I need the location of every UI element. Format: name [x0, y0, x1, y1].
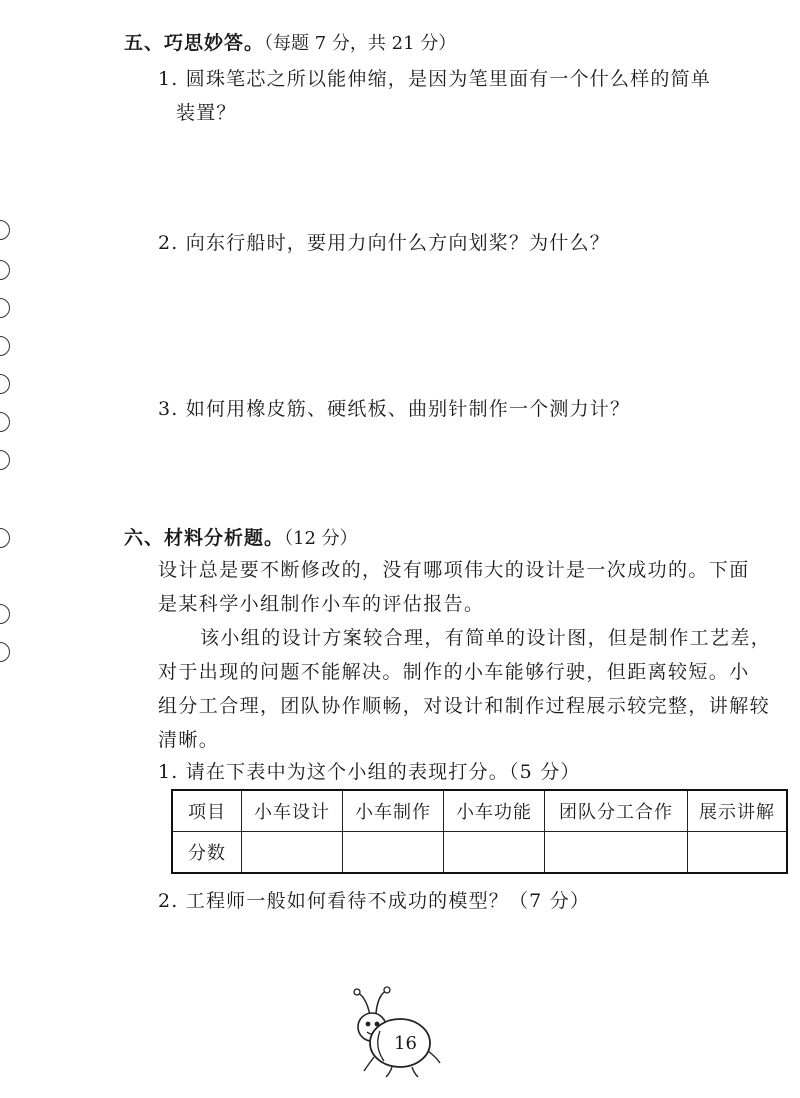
table-row-label: 分数 [172, 832, 242, 874]
section6-report-line4: 清晰。 [158, 729, 220, 751]
score-cell-design[interactable] [242, 832, 343, 874]
table-header-cell: 项目 [172, 790, 242, 832]
margin-mark [0, 642, 10, 662]
score-cell-build[interactable] [343, 832, 444, 874]
section6-heading [124, 523, 358, 550]
section6-report-line2: 对于出现的问题不能解决。制作的小车能够行驶，但距离较短。小 [158, 661, 750, 683]
section5-q2: 2. 向东行船时，要用力向什么方向划桨？为什么？ [158, 232, 610, 254]
margin-mark [0, 412, 10, 432]
score-cell-presentation[interactable] [688, 832, 788, 874]
score-cell-teamwork[interactable] [545, 832, 688, 874]
margin-mark [0, 260, 10, 280]
margin-mark [0, 604, 10, 624]
margin-mark [0, 528, 10, 548]
section6-points: （12 分） [284, 528, 358, 549]
table-header-cell: 小车功能 [444, 790, 545, 832]
score-table [171, 789, 788, 874]
table-header-cell: 展示讲解 [688, 790, 788, 832]
section6-report-line1: 该小组的设计方案较合理，有简单的设计图，但是制作工艺差， [200, 627, 772, 649]
score-cell-function[interactable] [444, 832, 545, 874]
section6-intro-line1: 设计总是要不断修改的，没有哪项伟大的设计是一次成功的。下面 [158, 559, 750, 581]
section6-report-line3: 组分工合理，团队协作顺畅，对设计和制作过程展示较完整，讲解较 [158, 695, 771, 717]
margin-mark [0, 450, 10, 470]
section5-heading [124, 28, 456, 55]
table-header-cell: 团队分工合作 [545, 790, 688, 832]
section5-q3: 3. 如何用橡皮筋、硬纸板、曲别针制作一个测力计？ [158, 398, 631, 420]
table-header-cell: 小车设计 [242, 790, 343, 832]
section6-q1: 1. 请在下表中为这个小组的表现打分。（5 分） [158, 761, 581, 783]
section5-points: （每题 7 分，共 21 分） [264, 33, 457, 54]
section5-q1-line1: 1. 圆珠笔芯之所以能伸缩，是因为笔里面有一个什么样的简单 [158, 68, 711, 90]
section6-q2: 2. 工程师一般如何看待不成功的模型？（7 分） [158, 890, 591, 912]
margin-mark [0, 220, 10, 240]
section6-intro-line2: 是某科学小组制作小车的评估报告。 [158, 593, 485, 615]
margin-mark [0, 336, 10, 356]
page-number-badge [340, 985, 450, 1080]
margin-mark [0, 298, 10, 318]
table-header-row [172, 790, 787, 832]
page-number: 16 [394, 1033, 417, 1054]
section6-title: 六、材料分析题。 [124, 527, 285, 549]
section5-title: 五、巧思妙答。 [124, 32, 265, 54]
section5-q1-line2: 装置？ [176, 102, 237, 124]
table-header-cell: 小车制作 [343, 790, 444, 832]
table-row [172, 832, 787, 874]
margin-mark [0, 374, 10, 394]
